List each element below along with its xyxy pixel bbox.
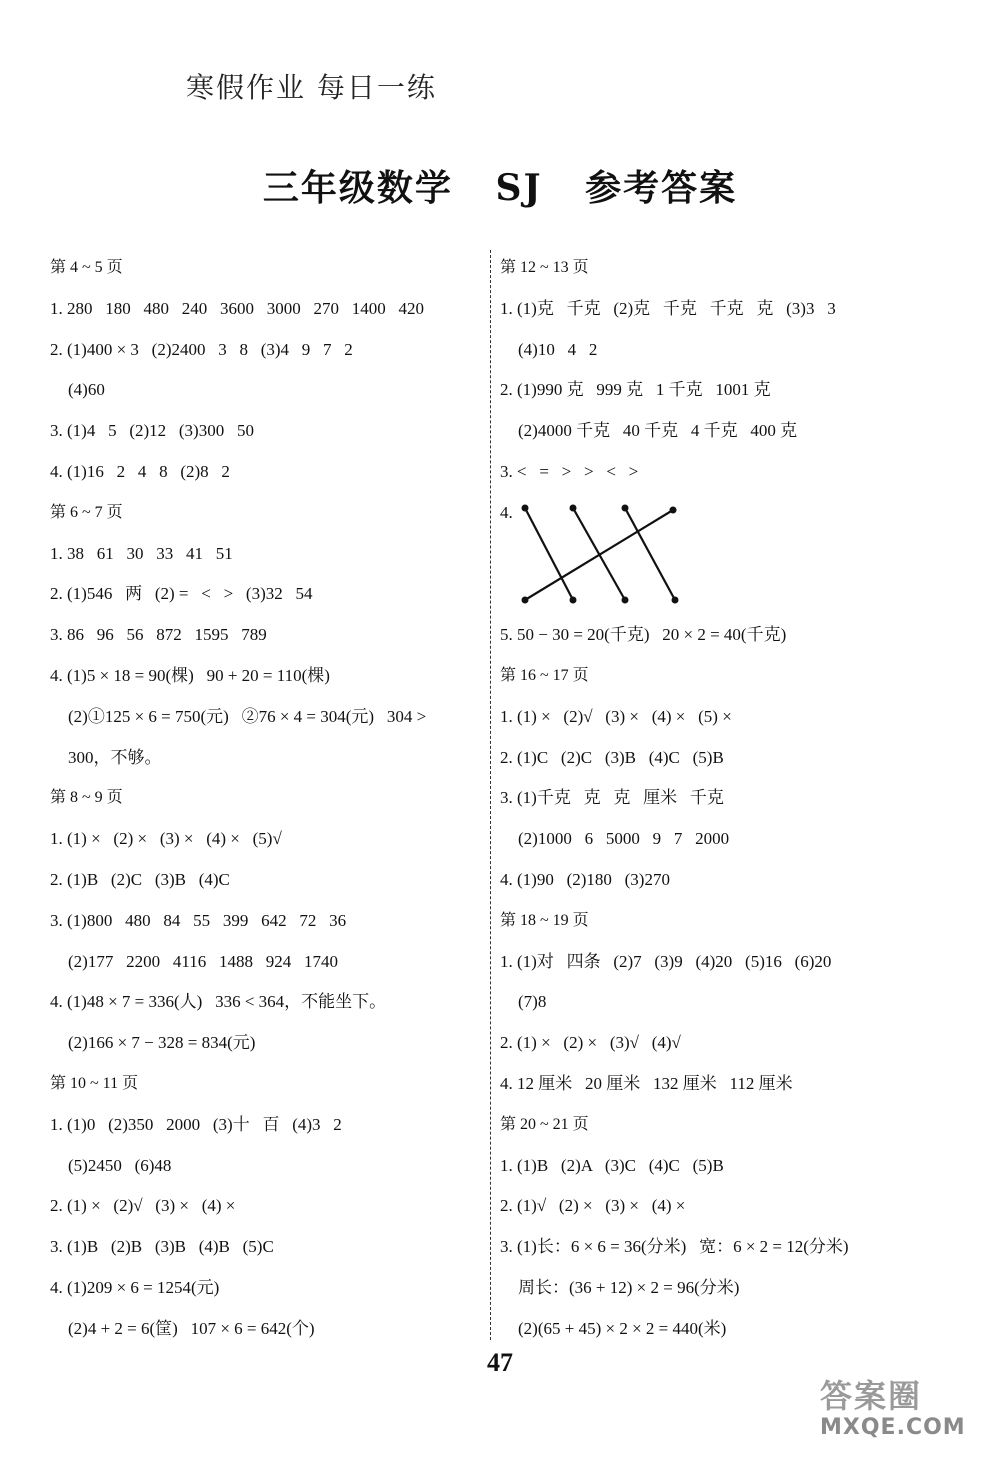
- page-number: 47: [487, 1348, 513, 1377]
- watermark-logo-text: 答案圈: [820, 1377, 923, 1415]
- match-dot: [622, 505, 629, 512]
- answer-line: 2. (1) × (2)√ (3) × (4) ×: [50, 1196, 236, 1216]
- answer-line: (4)10 4 2: [518, 339, 598, 359]
- answer-line: 3. (1)800 480 84 55 399 642 72 36: [50, 910, 347, 930]
- answer-line: 1. (1) × (2)√ (3) × (4) × (5) ×: [500, 706, 732, 726]
- section-heading: 第 18 ~ 19 页: [500, 911, 589, 929]
- section-heading: 第 6 ~ 7 页: [50, 503, 123, 521]
- match-dot: [570, 505, 577, 512]
- answer-line: (2)166 × 7 − 328 = 834(元): [68, 1033, 256, 1053]
- answer-line: 2. (1) × (2) × (3)√ (4)√: [500, 1033, 681, 1053]
- section-heading: 第 12 ~ 13 页: [500, 259, 589, 276]
- watermark-url: MXQE.COM: [820, 1415, 966, 1440]
- answer-line: 2. (1)√ (2) × (3) × (4) ×: [500, 1196, 686, 1216]
- answer-line: 4. (1)5 × 18 = 90(棵) 90 + 20 = 110(棵): [50, 665, 330, 685]
- section-heading: 第 16 ~ 17 页: [500, 666, 589, 684]
- answer-line: 4.: [500, 502, 513, 522]
- answer-line: (2)4000 千克 40 千克 4 千克 400 克: [518, 421, 798, 441]
- answer-line: 4. (1)16 2 4 8 (2)8 2: [50, 461, 230, 481]
- match-dot: [570, 597, 577, 604]
- answer-line: 4. (1)48 × 7 = 336(人) 336 < 364，不能坐下。: [50, 992, 387, 1012]
- answer-line: 1. (1)克 千克 (2)克 千克 千克 克 (3)3 3: [500, 298, 836, 318]
- answer-line: 1. 38 61 30 33 41 51: [50, 543, 233, 563]
- answer-line: 2. (1)546 两 (2) = < > (3)32 54: [50, 584, 313, 604]
- answer-line: 1. (1)对 四条 (2)7 (3)9 (4)20 (5)16 (6)20: [500, 951, 832, 971]
- page-title: [0, 160, 1000, 211]
- answer-line: 3. 86 96 56 872 1595 789: [50, 625, 267, 645]
- answer-line: 4. (1)209 × 6 = 1254(元): [50, 1277, 220, 1297]
- answer-line: 周长：(36 + 12) × 2 = 96(分米): [518, 1277, 740, 1297]
- answer-line: (2)①125 × 6 = 750(元) ②76 × 4 = 304(元) 304 >: [68, 706, 427, 726]
- answer-line: 3. (1)长：6 × 6 = 36(分米) 宽：6 × 2 = 12(分米): [500, 1237, 849, 1257]
- title-subject: 三年级数学: [262, 167, 453, 209]
- answer-line: 4. 12 厘米 20 厘米 132 厘米 112 厘米: [500, 1073, 793, 1093]
- answer-line: 1. (1)0 (2)350 2000 (3)十 百 (4)3 2: [50, 1114, 342, 1134]
- site-watermark: [820, 1378, 990, 1450]
- answer-line: 300，不够。: [68, 747, 162, 767]
- match-dot: [522, 505, 529, 512]
- answer-line: 1. 280 180 480 240 3600 3000 270 1400 420: [50, 298, 424, 318]
- match-dot: [522, 597, 529, 604]
- column-divider: [490, 250, 491, 1340]
- answer-line: 2. (1)B (2)C (3)B (4)C: [50, 869, 230, 889]
- answer-line: 4. (1)90 (2)180 (3)270: [500, 869, 670, 889]
- answer-line: 1. (1)B (2)A (3)C (4)C (5)B: [500, 1155, 724, 1175]
- answer-line: (2)177 2200 4116 1488 924 1740: [68, 951, 338, 971]
- answer-line: 3. (1)4 5 (2)12 (3)300 50: [50, 421, 254, 441]
- match-dot: [622, 597, 629, 604]
- series-title: 寒假作业 每日一练: [186, 71, 437, 104]
- answer-line: 5. 50 − 30 = 20(千克) 20 × 2 = 40(千克): [500, 625, 787, 645]
- answer-line: (2)1000 6 5000 9 7 2000: [518, 829, 730, 849]
- match-line-3: [625, 508, 675, 600]
- answer-line: (7)8: [518, 992, 547, 1012]
- section-heading: 第 4 ~ 5 页: [50, 259, 123, 276]
- answer-line: 2. (1)400 × 3 (2)2400 3 8 (3)4 9 7 2: [50, 339, 353, 359]
- answer-line: 2. (1)C (2)C (3)B (4)C (5)B: [500, 747, 724, 767]
- title-edition: SJ: [495, 167, 543, 209]
- answer-line: 3. (1)B (2)B (3)B (4)B (5)C: [50, 1237, 274, 1257]
- answer-line: 3. < = > > < >: [500, 461, 639, 481]
- answer-line: 2. (1)990 克 999 克 1 千克 1001 克: [500, 380, 771, 400]
- matching-lines-diagram: [515, 498, 715, 608]
- answer-line: (2)4 + 2 = 6(筐) 107 × 6 = 642(个): [68, 1318, 315, 1338]
- left-answer-column: [50, 248, 480, 1350]
- answer-line: (2)(65 + 45) × 2 × 2 = 440(米): [518, 1318, 727, 1338]
- section-heading: 第 20 ~ 21 页: [500, 1115, 589, 1133]
- section-heading: 第 10 ~ 11 页: [50, 1074, 139, 1092]
- answer-line: 3. (1)千克 克 克 厘米 千克: [500, 788, 724, 808]
- match-dot: [670, 507, 677, 514]
- answer-line: (5)2450 (6)48: [68, 1155, 172, 1175]
- section-heading: 第 8 ~ 9 页: [50, 789, 123, 807]
- match-dot: [672, 597, 679, 604]
- right-answer-column: [500, 248, 960, 1350]
- title-label: 参考答案: [585, 167, 738, 209]
- answer-line: 1. (1) × (2) × (3) × (4) × (5)√: [50, 829, 282, 849]
- answer-line: (4)60: [68, 380, 105, 400]
